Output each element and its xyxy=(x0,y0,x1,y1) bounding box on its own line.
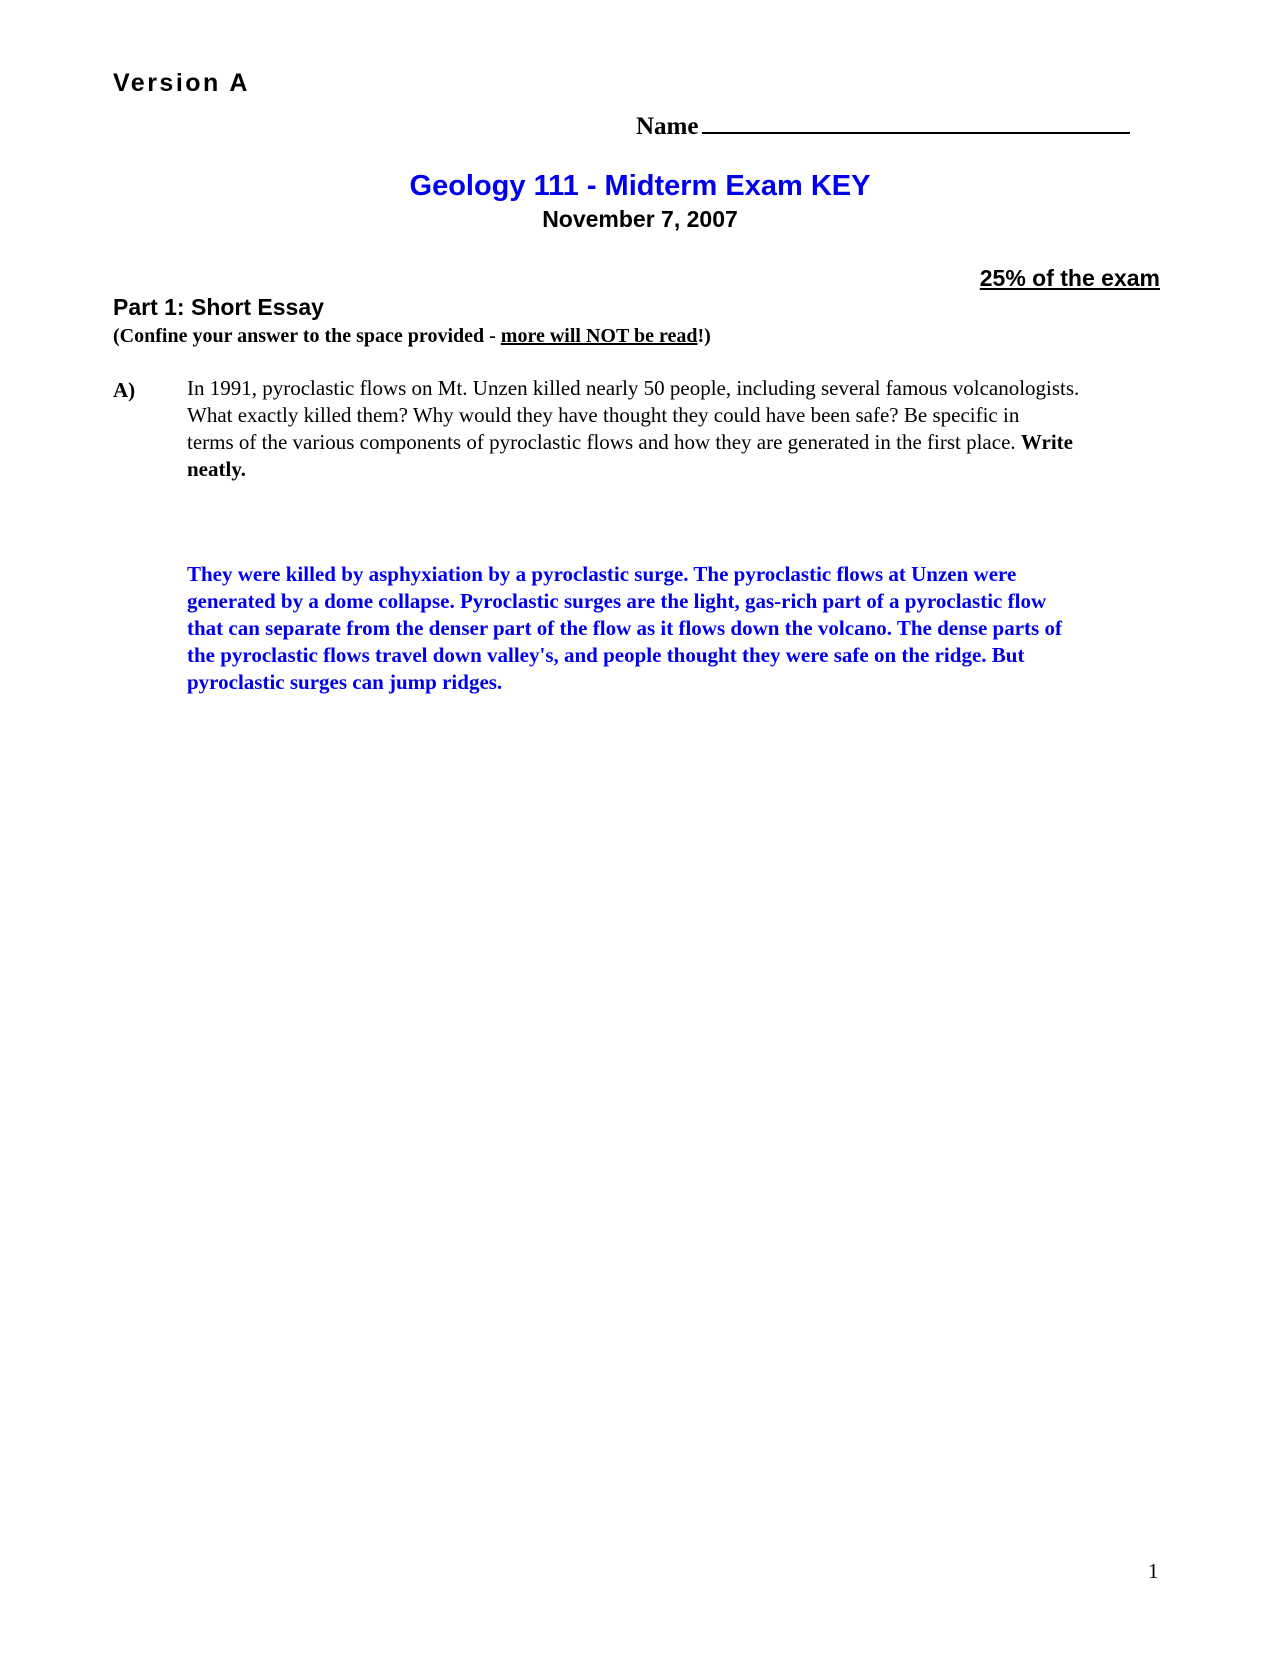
exam-date: November 7, 2007 xyxy=(542,206,738,232)
part-title: Part 1: Short Essay xyxy=(113,294,324,320)
question-line-text: terms of the various components of pyroclastic flows and how they are generated in the first place. xyxy=(187,430,1021,454)
name-field xyxy=(636,110,1130,141)
answer-line: the pyroclastic flows travel down valley's, and people thought they were safe on the ridge. But xyxy=(187,643,1025,667)
question-line: What exactly killed them? Why would they have thought they could have been safe? Be specific in xyxy=(187,403,1020,427)
instructions-close: !) xyxy=(697,325,711,347)
question-line-bold: neatly. xyxy=(187,457,246,481)
name-label: Name xyxy=(636,113,699,140)
instructions xyxy=(113,325,711,348)
answer-line: They were killed by asphyxiation by a pyroclastic surge. The pyroclastic flows at Unzen were xyxy=(187,562,1017,586)
question-text xyxy=(187,375,1162,483)
question-line: In 1991, pyroclastic flows on Mt. Unzen killed nearly 50 people, including several famous volcanologists. xyxy=(187,376,1080,400)
question-label: A) xyxy=(113,378,136,402)
page-number: 1 xyxy=(1148,1559,1159,1583)
version-label: Version A xyxy=(113,69,250,97)
section-weight: 25% of the exam xyxy=(979,265,1160,291)
question-line-bold: Write xyxy=(1020,430,1073,454)
instructions-emphasis: more will NOT be read xyxy=(500,325,698,347)
exam-title: Geology 111 - Midterm Exam KEY xyxy=(409,170,871,202)
answer-key xyxy=(187,561,1162,696)
answer-line: generated by a dome collapse. Pyroclastic surges are the light, gas-rich part of a pyroclastic flow xyxy=(187,589,1047,613)
answer-line: that can separate from the denser part of the flow as it flows down the volcano. The dense parts of xyxy=(187,616,1062,640)
question-line xyxy=(187,456,1162,483)
instructions-open: (Confine your answer to the space provided - xyxy=(113,325,501,347)
answer-line: pyroclastic surges can jump ridges. xyxy=(187,670,503,694)
name-blank-line xyxy=(702,110,1130,134)
question-line xyxy=(187,429,1162,456)
